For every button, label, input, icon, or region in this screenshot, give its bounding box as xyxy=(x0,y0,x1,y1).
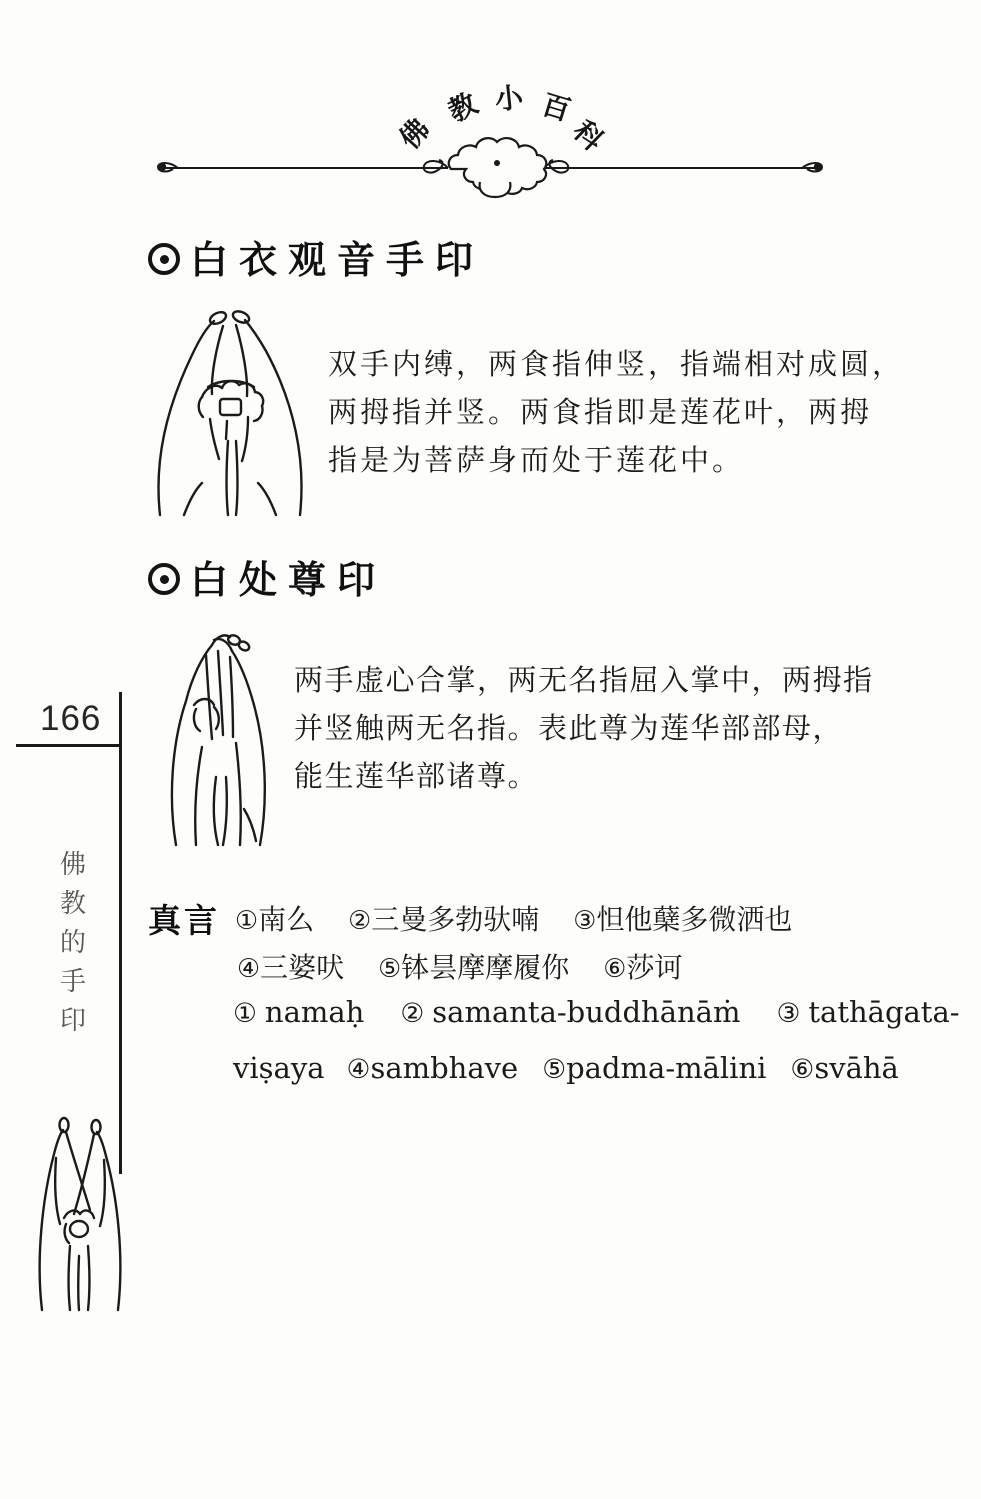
sidebar-title-char: 的 xyxy=(59,927,86,957)
body-line: 两拇指并竖。两食指即是莲花叶，两拇 xyxy=(328,397,873,429)
divider-cloud-ornament-icon xyxy=(148,133,842,205)
sidebar-title-char: 教 xyxy=(59,888,86,918)
section-body-2 xyxy=(294,657,874,801)
mantra-item: ⑥莎诃 xyxy=(603,953,683,984)
mantra-item: ② samanta-buddhānāṁ xyxy=(400,995,741,1029)
circled-number: ① xyxy=(235,906,259,936)
section-title: 白处尊印 xyxy=(190,560,387,602)
circled-number: ④ xyxy=(237,954,261,984)
sidebar-mudra-illustration xyxy=(28,1112,132,1312)
section-title: 白衣观音手印 xyxy=(190,240,485,282)
circled-number: ③ xyxy=(573,906,597,936)
circled-number: ② xyxy=(348,906,372,936)
circled-number: ⑥ xyxy=(603,954,627,984)
sidebar-title-char: 佛 xyxy=(59,849,86,879)
mantra-item: ③怛他蘖多微洒也 xyxy=(573,905,793,936)
mantra-carry-word: viṣaya xyxy=(233,1051,325,1085)
circled-number: ③ xyxy=(776,998,801,1029)
sidebar-title-char: 印 xyxy=(59,1005,86,1035)
mantra-cn-line-2 xyxy=(237,946,682,986)
page-number: 166 xyxy=(40,699,102,738)
circled-number: ⑤ xyxy=(542,1054,567,1085)
mantra-item: ⑤钵昙摩摩履你 xyxy=(378,953,570,984)
circled-dot-icon xyxy=(148,563,180,595)
mantra-item: ③ tathāgata- xyxy=(776,995,960,1029)
running-head-char: 教 xyxy=(443,87,483,128)
circled-number: ⑤ xyxy=(378,954,402,984)
circled-number: ① xyxy=(233,998,257,1029)
sidebar-horizontal-rule xyxy=(16,744,122,747)
body-line: 指是为菩萨身而处于莲花中。 xyxy=(328,445,745,477)
mantra-item: ②三曼多勃驮喃 xyxy=(348,905,540,936)
mudra-illustration-2 xyxy=(156,613,278,848)
section-body-1 xyxy=(328,341,904,485)
mantra-item: ① namaḥ xyxy=(233,995,365,1029)
running-head-char: 百 xyxy=(538,88,575,127)
circled-dot-icon xyxy=(148,243,180,275)
mantra-item: ⑤padma-mālini xyxy=(542,1051,767,1085)
sidebar-title-char: 手 xyxy=(59,966,86,996)
mantra-roman-line-2 xyxy=(233,1051,899,1085)
section-heading-1 xyxy=(148,229,484,284)
section-heading-2 xyxy=(148,549,386,604)
mudra-illustration-1 xyxy=(150,293,310,518)
circled-number: ④ xyxy=(346,1054,371,1085)
mantra-roman-line-1 xyxy=(233,995,960,1029)
running-head-char: 科 xyxy=(567,114,610,157)
body-line: 两手虚心合掌，两无名指屈入掌中，两拇指 xyxy=(294,665,874,697)
circled-number: ② xyxy=(400,998,425,1029)
sidebar-vertical-rule xyxy=(119,692,122,1174)
mantra-item: ①南么 xyxy=(235,905,315,936)
mantra-item: ④sambhave xyxy=(346,1051,519,1085)
mantra-item: ④三婆吠 xyxy=(237,953,345,984)
body-line: 能生莲华部诸尊。 xyxy=(294,761,539,793)
running-head-char: 小 xyxy=(493,81,525,116)
running-head-char: 佛 xyxy=(393,112,436,155)
circled-number: ⑥ xyxy=(790,1054,815,1085)
body-line: 并竖触两无名指。表此尊为莲华部部母， xyxy=(294,713,844,745)
mantra-item: ⑥svāhā xyxy=(790,1051,899,1085)
body-line: 双手内缚，两食指伸竖，指端相对成圆， xyxy=(328,349,905,381)
mantra-cn-line-1 xyxy=(235,898,792,938)
mantra-label: 真言 xyxy=(148,902,220,939)
